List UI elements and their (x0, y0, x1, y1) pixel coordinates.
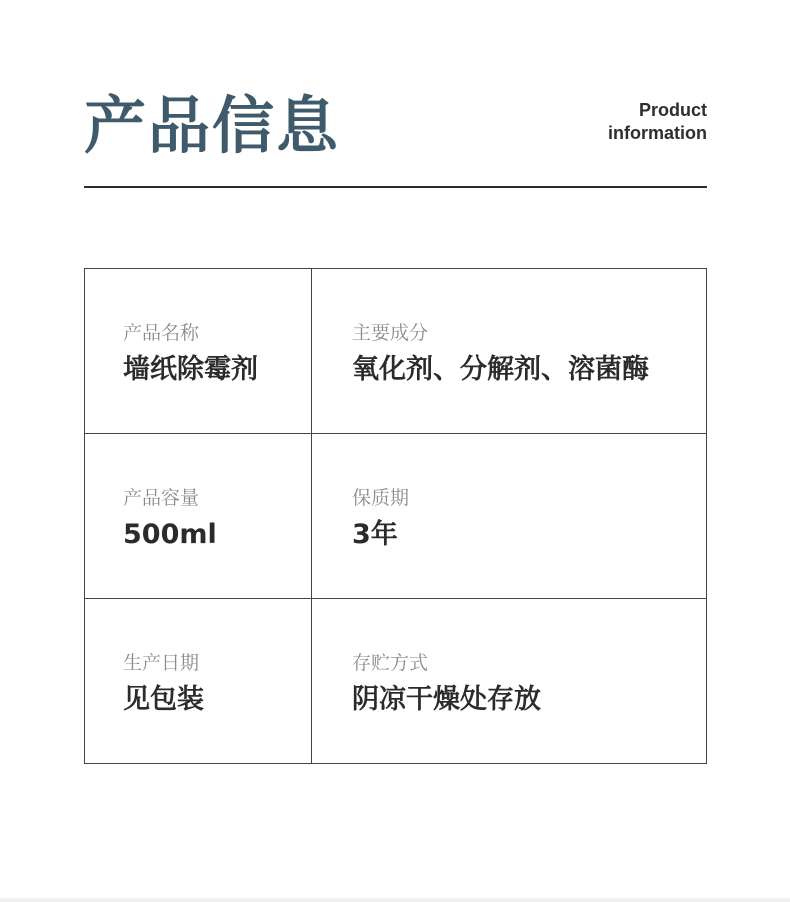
cell-value: 500ml (123, 519, 217, 550)
cell-value: 氧化剂、分解剂、溶菌酶 (352, 354, 649, 385)
subtitle-line-information: information (608, 123, 707, 143)
cell-value: 见包装 (123, 684, 204, 715)
page-subtitle (608, 99, 707, 145)
cell-label: 保质期 (352, 487, 410, 509)
table-row (85, 434, 707, 599)
footer-band (0, 898, 790, 902)
cell-value: 3年 (352, 519, 398, 550)
cell-label: 产品名称 (123, 322, 200, 344)
table-cell-product-name (85, 269, 312, 434)
cell-label: 生产日期 (123, 652, 200, 674)
cell-value: 墙纸除霉剂 (123, 354, 258, 385)
cell-label: 主要成分 (352, 322, 429, 344)
subtitle-line-product: Product (638, 100, 707, 120)
table-row (85, 599, 707, 764)
cell-label: 产品容量 (123, 487, 200, 509)
page-title: 产品信息 (84, 89, 341, 162)
product-info-table (84, 268, 707, 764)
cell-value: 阴凉干燥处存放 (352, 684, 541, 715)
table-cell-main-ingredients (312, 269, 707, 434)
header-divider (84, 186, 707, 188)
table-cell-capacity (85, 434, 312, 599)
table-cell-production-date (85, 599, 312, 764)
table-cell-storage (312, 599, 707, 764)
cell-label: 存贮方式 (352, 652, 429, 674)
table-row (85, 269, 707, 434)
table-cell-shelf-life (312, 434, 707, 599)
